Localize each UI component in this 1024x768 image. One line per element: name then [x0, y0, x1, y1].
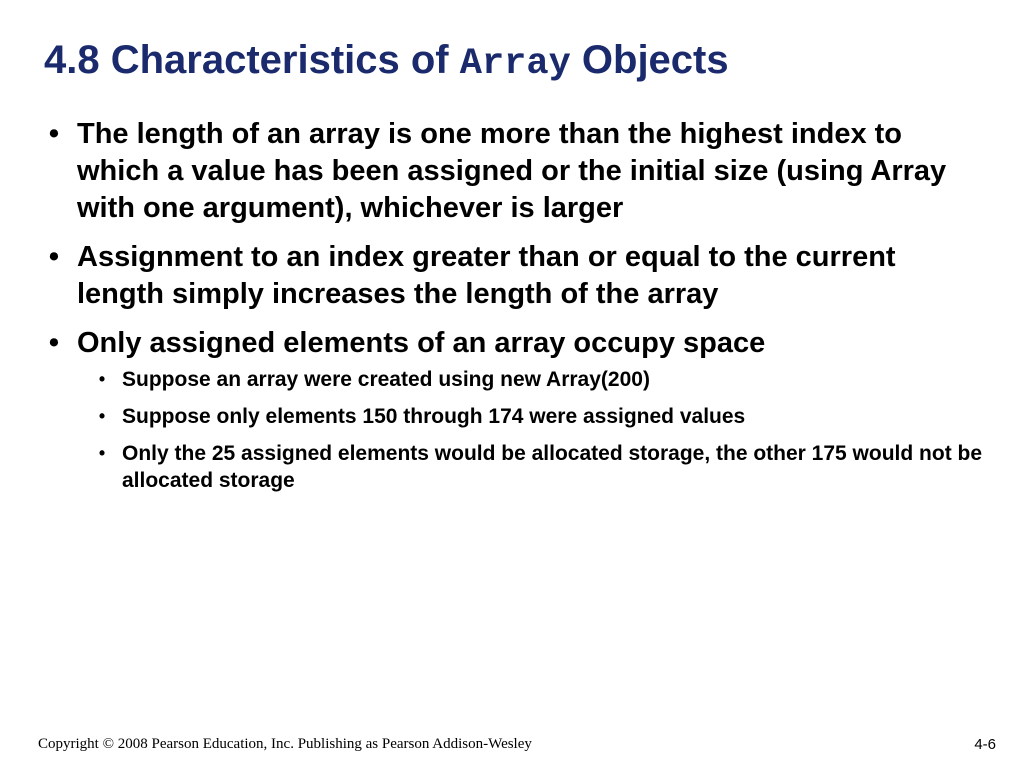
footer-copyright: Copyright © 2008 Pearson Education, Inc. Publishing as Pearson Addison-Wesley [38, 736, 532, 752]
bullet-item [44, 325, 984, 494]
sub-bullet-item [77, 440, 984, 494]
sub-bullet-item [77, 366, 984, 393]
title-code-array: Array [459, 43, 571, 85]
bullet-dot: • [48, 327, 60, 359]
sub-bullet-item [77, 403, 984, 430]
sub-bullet-text: Suppose an array were created using new Array(200) [122, 368, 650, 391]
sub-bullet-text: Suppose only elements 150 through 174 were assigned values [122, 405, 746, 428]
slide-title [44, 34, 729, 90]
bullet-item [44, 116, 984, 227]
page-number: 4-6 [974, 736, 996, 753]
sub-bullet-dot: • [98, 369, 106, 389]
bullet-text: The length of an array is one more than the highest index to which a value has been assigned or the initial size (using Array with one argument), whichever is larger [77, 118, 947, 224]
bullet-dot: • [48, 241, 60, 273]
title-suffix: Objects [570, 38, 729, 82]
bullet-item [44, 239, 984, 313]
sub-bullet-dot: • [98, 443, 106, 463]
sub-bullet-text: Only the 25 assigned elements would be allocated storage, the other 175 would not be allocated storage [122, 442, 983, 492]
bullet-list [44, 116, 984, 506]
title-prefix: 4.8 Characteristics of [44, 38, 460, 82]
bullet-text: Only assigned elements of an array occupy space [77, 327, 766, 359]
bullet-dot: • [48, 118, 60, 150]
sub-bullet-list [77, 366, 984, 494]
bullet-text: Assignment to an index greater than or equal to the current length simply increases the length of the array [77, 241, 896, 310]
sub-bullet-dot: • [98, 406, 106, 426]
